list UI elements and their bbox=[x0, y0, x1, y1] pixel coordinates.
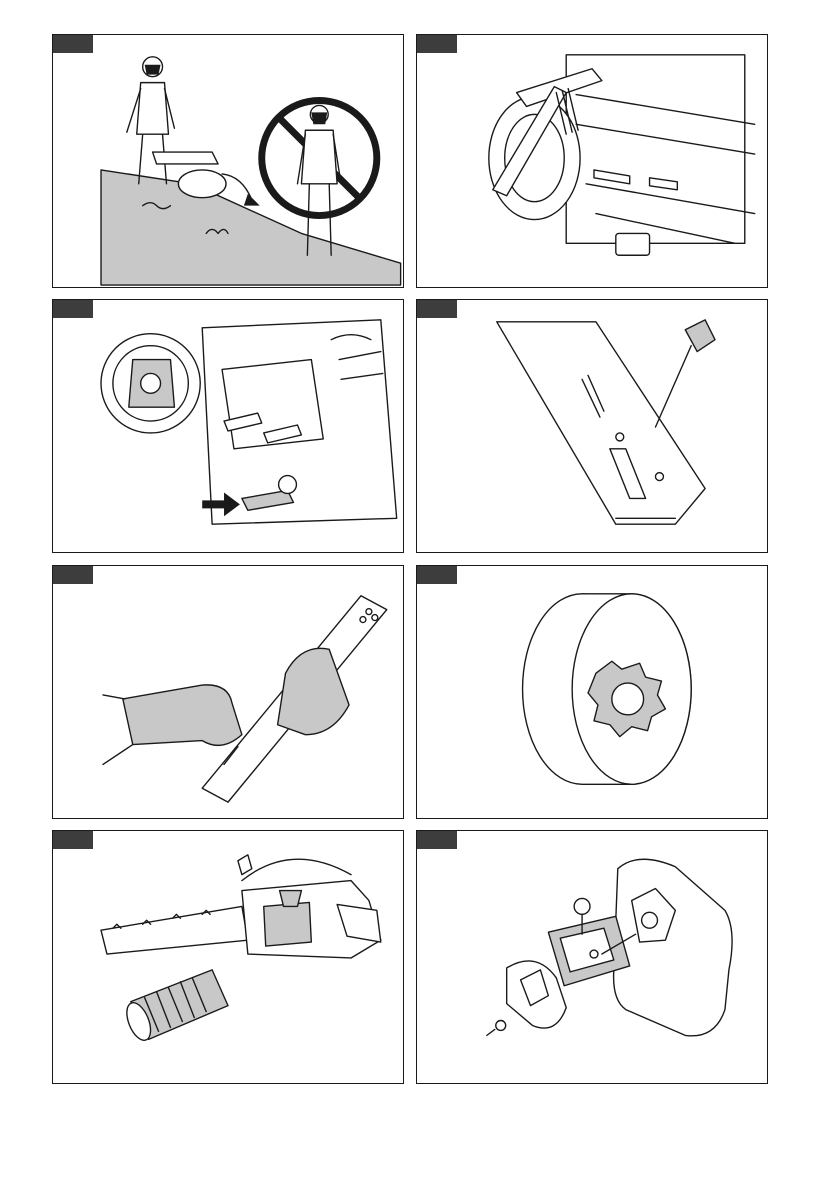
illustration-guide-bar-gloves bbox=[53, 566, 403, 818]
illustration-chain-brake-lever bbox=[53, 300, 403, 552]
callout-circle bbox=[574, 898, 590, 914]
screwdriver-icon bbox=[655, 320, 715, 427]
illustration-clutch-drum-brush bbox=[417, 35, 767, 287]
figure-panel-8 bbox=[416, 830, 768, 1084]
figure-panel-4 bbox=[416, 299, 768, 553]
figure-panel-1 bbox=[52, 34, 404, 288]
illustration-muffler-spark-arrestor bbox=[417, 831, 767, 1083]
illustration-anti-vibration-spring bbox=[53, 831, 403, 1083]
figure-panel-2 bbox=[416, 34, 768, 288]
figure-panel-6 bbox=[416, 565, 768, 819]
illustration-guide-bar-groove bbox=[417, 300, 767, 552]
figure-panel-5 bbox=[52, 565, 404, 819]
figure-panel-7 bbox=[52, 830, 404, 1084]
footer-mark bbox=[0, 1186, 100, 1192]
figure-panel-3 bbox=[52, 299, 404, 553]
illustration-felling-slope bbox=[53, 35, 403, 287]
spring bbox=[122, 970, 228, 1044]
illustration-clutch-drum-sprocket bbox=[417, 566, 767, 818]
